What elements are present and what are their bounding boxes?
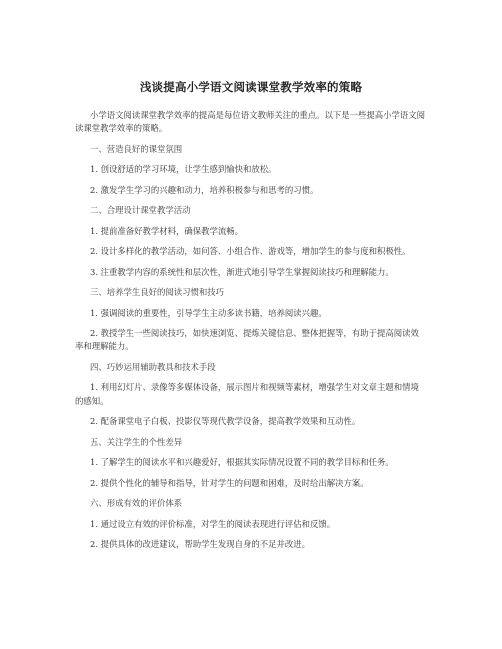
- list-item: 1. 了解学生的阅读水平和兴趣爱好，根据其实际情况设置不同的教学目标和任务。: [90, 457, 394, 468]
- document-body: [75, 109, 427, 559]
- section-heading-6: 六、形成有效的评价体系: [90, 498, 183, 509]
- list-item: 1. 利用幻灯片、录像等多媒体设备，展示图片和视频等素材，增强学生对文章主题和情境的感知。: [75, 382, 419, 406]
- list-item: 1. 提前准备好教学材料，确保教学流畅。: [90, 225, 244, 236]
- intro-paragraph: 小学语文阅读课堂教学效率的提高是每位语文教师关注的重点。以下是一些提高小学语文阅读课堂教学效率的策略。: [75, 110, 425, 134]
- section-heading-4: 四、巧妙运用辅助教具和技术手段: [90, 361, 216, 372]
- list-item: 2. 设计多样化的教学活动，如问答、小组合作、游戏等，增加学生的参与度和积极性。: [90, 246, 411, 257]
- list-item: 2. 提供具体的改进建议，帮助学生发现自身的不足并改进。: [90, 539, 311, 550]
- section-heading-2: 二、合理设计课堂教学活动: [90, 205, 191, 216]
- section-heading-5: 五、关注学生的个性差异: [90, 436, 183, 447]
- list-item: 2. 教授学生一些阅读技巧，如快速浏览、提炼关键信息、整体把握等，有助于提高阅读效率和理解能力。: [75, 328, 419, 352]
- section-heading-1: 一、营造良好的课堂氛围: [90, 143, 183, 154]
- section-heading-3: 三、培养学生良好的阅读习惯和技巧: [90, 287, 224, 298]
- list-item: 3. 注重教学内容的系统性和层次性，渐进式地引导学生掌握阅读技巧和理解能力。: [90, 266, 394, 277]
- list-item: 2. 激发学生学习的兴趣和动力，培养积极参与和思考的习惯。: [90, 184, 319, 195]
- list-item: 2. 提供个性化的辅导和指导，针对学生的问题和困难，及时给出解决方案。: [90, 477, 369, 488]
- list-item: 2. 配备课堂电子白板、投影仪等现代教学设备，提高教学效果和互动性。: [90, 416, 361, 427]
- list-item: 1. 通过设立有效的评价标准，对学生的阅读表现进行评估和反馈。: [90, 518, 336, 529]
- list-item: 1. 创设舒适的学习环境，让学生感到愉快和放松。: [90, 164, 277, 175]
- list-item: 1. 强调阅读的重要性，引导学生主动多读书籍，培养阅读兴趣。: [90, 307, 327, 318]
- document-title: 浅谈提高小学语文阅读课堂教学效率的策略: [139, 80, 363, 94]
